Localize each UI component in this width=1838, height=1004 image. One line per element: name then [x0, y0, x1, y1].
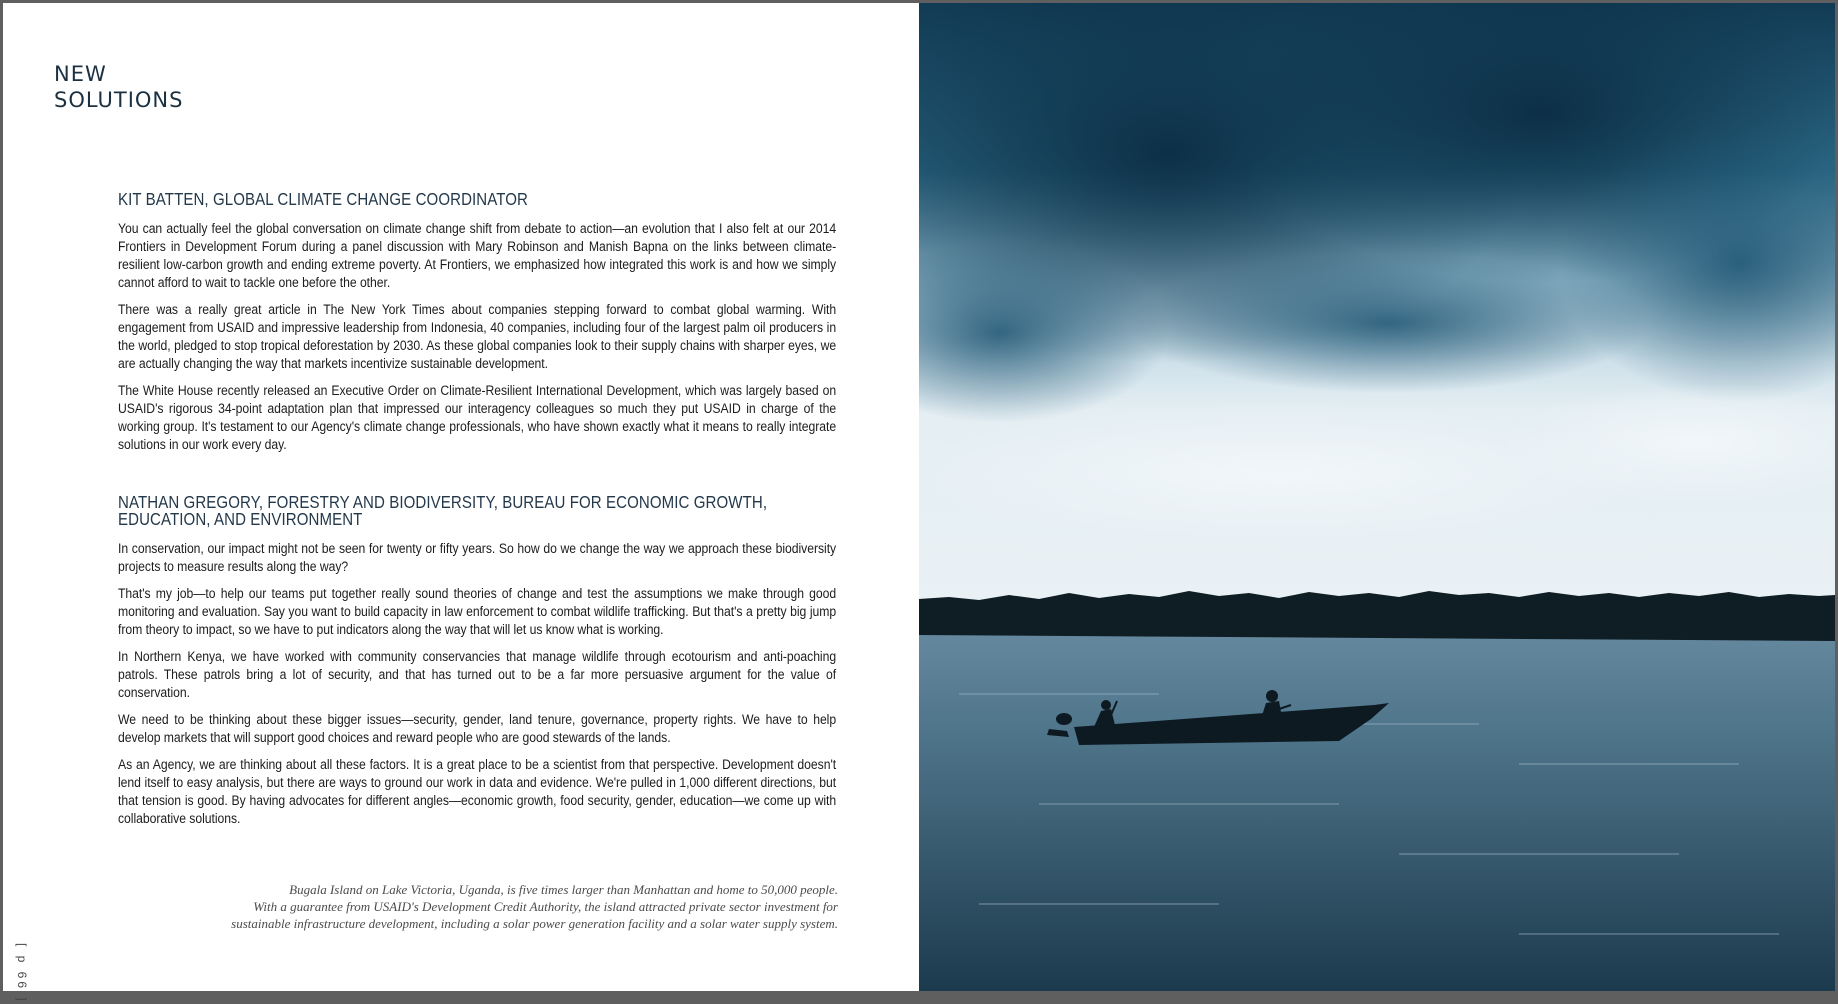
page-number: [ p 66 ]	[15, 943, 29, 1004]
section-title-line-1: NEW	[54, 62, 107, 86]
paragraph: In conservation, our impact might not be seen for twenty or fifty years. So how do we change the way we approach these biodiversity projects to measure results along the way?	[118, 541, 837, 575]
caption-line: sustainable infrastructure development, including a solar power generation facility and a solar water supply system.	[231, 916, 838, 931]
left-page	[3, 3, 919, 1004]
photo-caption	[138, 881, 838, 932]
paragraph: We need to be thinking about these bigger issues—security, gender, land tenure, governance, property rights. We have to help develop markets that will support good choices and reward people who are good stewards of the lands.	[118, 712, 837, 746]
paragraph: You can actually feel the global conversation on climate change shift from debate to action—an evolution that I also felt at our 2014 Frontiers in Development Forum during a panel discussion with Mary Robinson and Manish Bapna on the links between climate-resilient low-carbon growth and ending extreme poverty. At Frontiers, we emphasized how integrated this work is and how we simply cannot afford to wait to tackle one before the other.	[118, 221, 837, 291]
heading-kit-batten: KIT BATTEN, GLOBAL CLIMATE CHANGE COORDINATOR	[118, 189, 529, 209]
article-body	[118, 191, 836, 837]
paragraph: In Northern Kenya, we have worked with community conservancies that manage wildlife through ecotourism and anti-poaching patrols. These patrols bring a lot of security, and that has turned out to be a far more persuasive argument for the value of conservation.	[118, 649, 837, 701]
paragraph: As an Agency, we are thinking about all these factors. It is a great place to be a scientist from that perspective. Development doesn't lend itself to easy analysis, but there are ways to ground our work in data and evidence. We're pulled in 1,000 different directions, but that tension is good. By having advocates for different angles—economic growth, food security, gender, education—we come up with collaborative solutions.	[118, 757, 837, 827]
heading-nathan-gregory: NATHAN GREGORY, FORESTRY AND BIODIVERSITY, BUREAU FOR ECONOMIC GROWTH, EDUCATION, AND ENVIRONMENT	[118, 492, 768, 529]
right-page	[919, 3, 1835, 991]
caption-line: Bugala Island on Lake Victoria, Uganda, is five times larger than Manhattan and home to 50,000 people.	[289, 882, 838, 897]
paragraph: That's my job—to help our teams put together really sound theories of change and test the assumptions we make through good monitoring and evaluation. Say you want to build capacity in law enforcement to combat wildlife trafficking. But that's a pretty big jump from theory to impact, so we have to put indicators along the way that will let us know what is working.	[118, 586, 837, 638]
section-title	[54, 61, 354, 113]
page-spread	[3, 3, 1835, 1004]
lake-boat-photo	[919, 3, 1835, 991]
paragraph: There was a really great article in The New York Times about companies stepping forward to combat global warming. With engagement from USAID and impressive leadership from Indonesia, 40 companies, including four of the largest palm oil producers in the world, pledged to stop tropical deforestation by 2030. As these global companies look to their supply chains with sharper eyes, we are actually changing the way that markets incentivize sustainable development.	[118, 302, 837, 372]
section-title-line-2: SOLUTIONS	[54, 88, 184, 112]
paragraph: The White House recently released an Executive Order on Climate-Resilient International Development, which was largely based on USAID's rigorous 34-point adaptation plan that impressed our interagency colleagues so much they put USAID in charge of the working group. It's testament to our Agency's climate change professionals, who have shown exactly what it means to really integrate solutions in our work every day.	[118, 383, 837, 453]
caption-line: With a guarantee from USAID's Development Credit Authority, the island attracted private sector investment for	[253, 899, 838, 914]
